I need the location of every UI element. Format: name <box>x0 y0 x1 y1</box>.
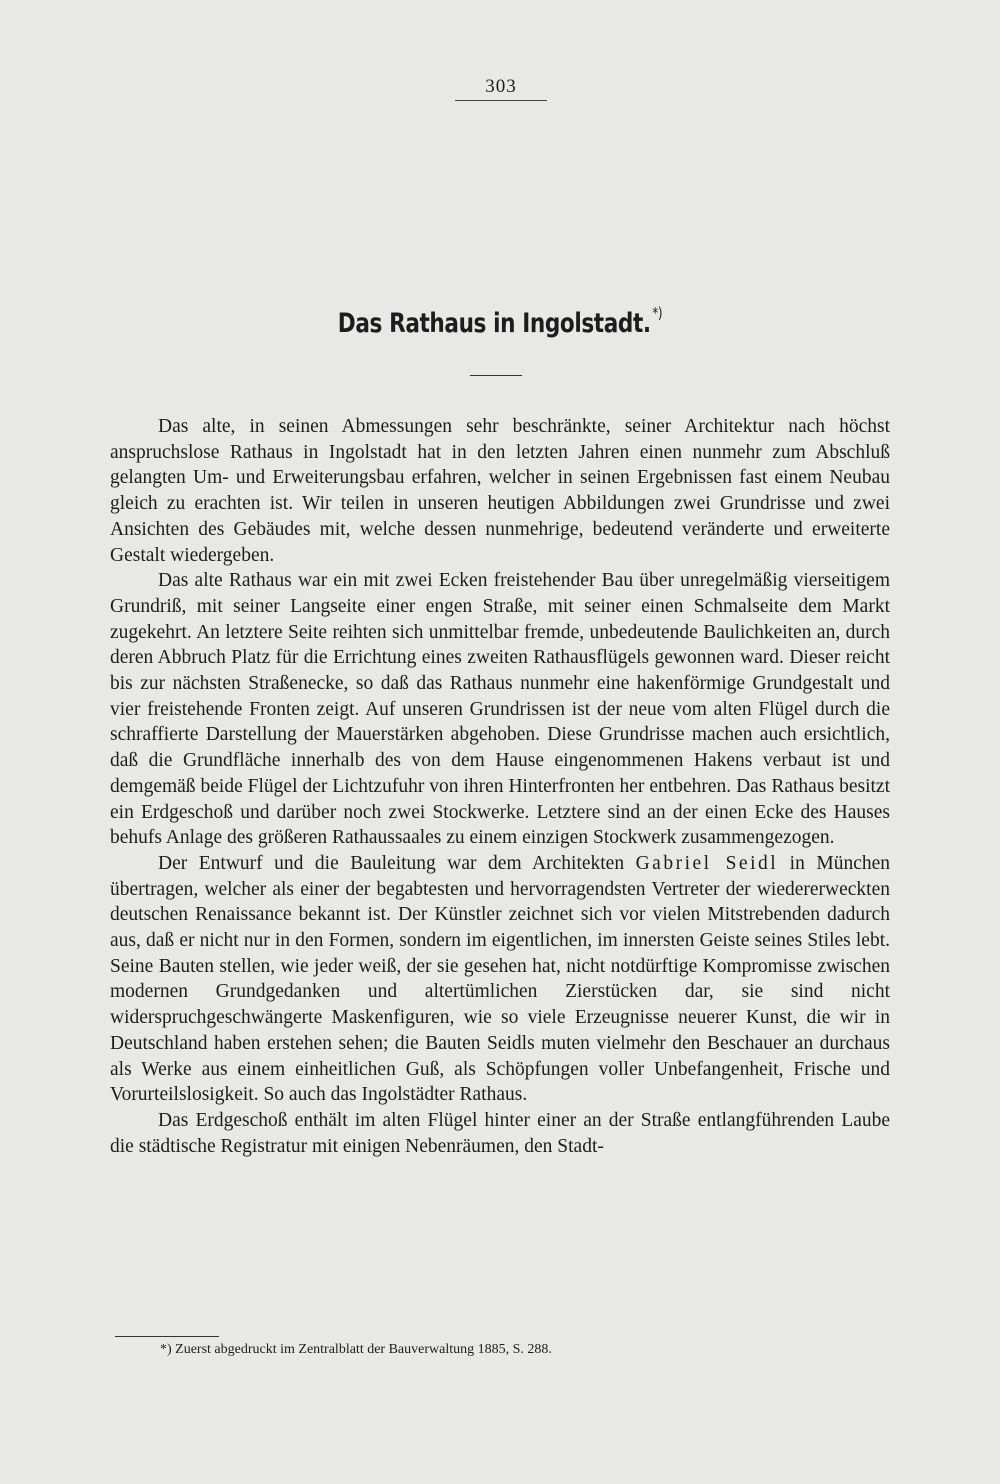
footnote: *) Zuerst abgedruckt im Zentralblatt der Bauverwaltung 1885, S. 288. <box>160 1342 552 1357</box>
article-title-container <box>100 304 900 339</box>
paragraph-3-rest: in München übertragen, welcher als einer der begabtesten und hervorragendsten Vertreter der wiedererweckten deutschen Renaissance bekannt ist. Der Künstler zeichnet sich vor vielen Mitstrebenden dadurch aus, daß er nicht nur in den Formen, sondern im eigentlichen, im innersten Geiste seines Stiles lebt. Seine Bauten stellen, wie jeder weiß, der sie gesehen hat, nicht notdürftige Kompromisse zwischen modernen Grundgedanken und altertümlichen Zierstücken dar, sie sind nicht widerspruchgeschwängerte Maskenfiguren, wie so viele Erzeugnisse neuerer Kunst, die wir in Deutschland haben erstehen sehen; die Bauten Seidls muten vielmehr den Beschauer an durchaus als Werke aus einem einheitlichen Guß, als Schöpfungen voller Unbefangenheit, Frische und Vorurteilslosigkeit. So auch das Ingolstädter Rathaus. <box>110 852 890 1106</box>
page-number: 303 <box>485 76 517 97</box>
article-title: Das Rathaus in Ingolstadt. <box>337 308 651 339</box>
architect-name: Gabriel Seidl <box>635 852 779 874</box>
title-footnote-mark: *) <box>652 304 663 322</box>
page-number-container <box>455 76 547 101</box>
paragraph-1: Das alte, in seinen Abmessungen sehr beschränkte, seiner Architektur nach höchst anspruchslose Rathaus in Ingolstadt hat in den letzten Jahren einen nunmehr zum Abschluß gelangten Um- und Erweiterungsbau erfahren, welcher in seinen Ergebnissen fast einem Neubau gleich zu erachten ist. Wir teilen in unseren heutigen Abbildungen zwei Grundrisse und zwei Ansichten des Gebäudes mit, welche dessen nunmehrige, bedeutend veränderte und erweiterte Gestalt wiedergeben. <box>110 416 890 566</box>
article-body <box>110 414 890 1159</box>
footnote-divider <box>115 1336 219 1337</box>
title-divider <box>470 375 522 376</box>
paragraph-3-start: Der Entwurf und die Bauleitung war dem Architekten <box>158 852 636 874</box>
paragraph-2: Das alte Rathaus war ein mit zwei Ecken freistehender Bau über unregelmäßig vierseitigem Grundriß, mit seiner Langseite einer engen Straße, mit seiner einen Schmalseite dem Markt zugekehrt. An letztere Seite reihten sich unmittelbar fremde, unbedeutende Baulichkeiten an, durch deren Abbruch Platz für die Errichtung eines zweiten Rathausflügels gewonnen ward. Dieser reicht bis zur nächsten Straßenecke, so daß das Rathaus nunmehr eine hakenförmige Grundgestalt und vier freistehende Fronten zeigt. Auf unseren Grundrissen ist der neue vom alten Flügel durch die schraffierte Darstellung der Mauerstärken abgehoben. Diese Grundrisse machen auch ersichtlich, daß die Grundfläche innerhalb des von dem Hause eingenommenen Hakens verbaut ist und demgemäß beide Flügel der Lichtzufuhr von ihren Hinterfronten her entbehren. Das Rathaus besitzt ein Erdgeschoß und darüber noch zwei Stockwerke. Letztere sind an der einen Ecke des Hauses behufs Anlage des größeren Rathaussaales zu einem einzigen Stockwerk zusammengezogen. <box>110 570 890 849</box>
paragraph-3 <box>110 851 890 1108</box>
paragraph-4: Das Erdgeschoß enthält im alten Flügel hinter einer an der Straße entlangführenden Laube die städtische Registratur mit einigen Nebenräumen, den Stadt- <box>110 1109 890 1157</box>
